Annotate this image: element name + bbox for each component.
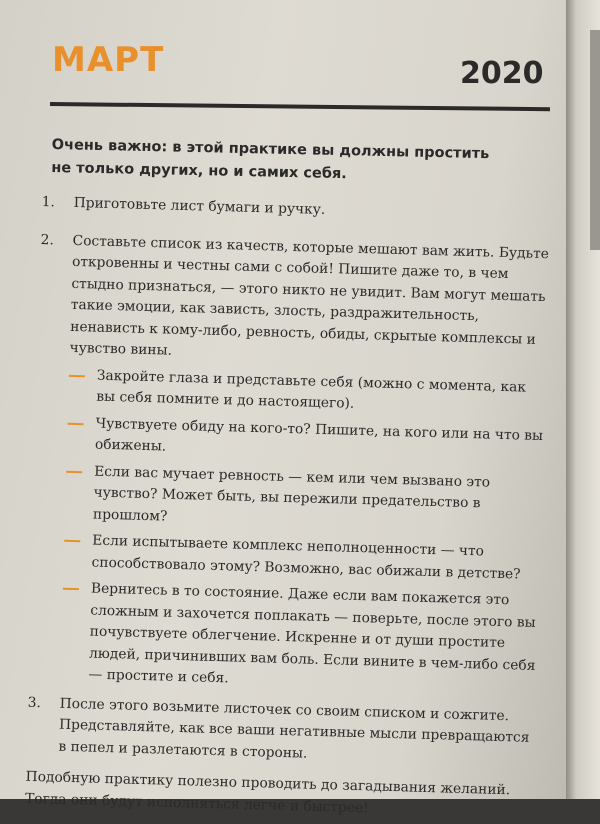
item-number: 3. [27,694,42,711]
conclusion-paragraph: Подобную практику полезно проводить до загадывания желаний. Тогда они будут исполняться легче и быстрее! [24,768,511,816]
dash-marker [63,588,79,590]
dash-marker [64,540,80,542]
sub-list-item [63,530,544,586]
dash-marker [66,470,82,472]
list-item [28,229,553,698]
sub-item-text: Если вас мучает ревность — кем или чем вызвано это чувство? Может быть, вы пережили предательство в прошлом? [92,463,491,525]
next-page-tab [590,30,600,250]
year-label: 2020 [460,56,544,91]
sub-item-text: Вернитесь в то состояние. Даже если вам покажется это сложным и захочется поплакать — поверьте, после этого вы почувствуете облегчение. Искренне и от души простите людей, причинивших вам боль. Если вините в чем-либо себя — простите и себя. [88,580,536,687]
item-number: 1. [41,193,56,211]
header-divider [50,102,550,111]
item-text: Приготовьте лист бумаги и ручку. [73,194,326,218]
practice-body [25,192,554,824]
intro-note: Очень важно: в этой практике вы должны простить не только других, но и самих себя. [51,136,490,183]
dash-marker [68,422,84,424]
sub-item-text: Закройте глаза и представьте себя (можно с момента, как вы себя помните и до настоящего). [96,367,527,412]
month-heading: МАРТ [52,40,165,80]
sub-item-text: Чувствуете обиду на кого-то? Пишите, на кого или на что вы обижены. [94,415,544,455]
sub-item-text: Если испытываете комплекс неполноценности — что способствовало этому? Возможно, вас обижали в детстве? [91,532,521,583]
list-item [41,192,553,228]
list-item [26,692,540,771]
item-text: После этого возьмите листочек со своим списком и сожгите. Представляйте, как все ваши негативные мысли превращаются в пепел и разлетаются в стороны. [58,695,530,762]
sub-list-item [65,460,547,538]
sub-list-item [60,578,543,699]
sub-list-item [68,364,549,420]
item-number: 2. [40,231,55,248]
sub-list-item [67,412,548,468]
dash-marker [69,374,85,376]
item-text: Составьте список из качеств, которые мешают вам жить. Будьте откровенны и честны сами с собой! Пишите даже то, в чем стыдно признаться, — этого никто не увидит. Вам могут мешать такие эмоции, как зависть, злость, раздражительность, ненависть к кому-либо, ревность, обиды, скрытые комплексы и чувство вины. [69,232,550,359]
